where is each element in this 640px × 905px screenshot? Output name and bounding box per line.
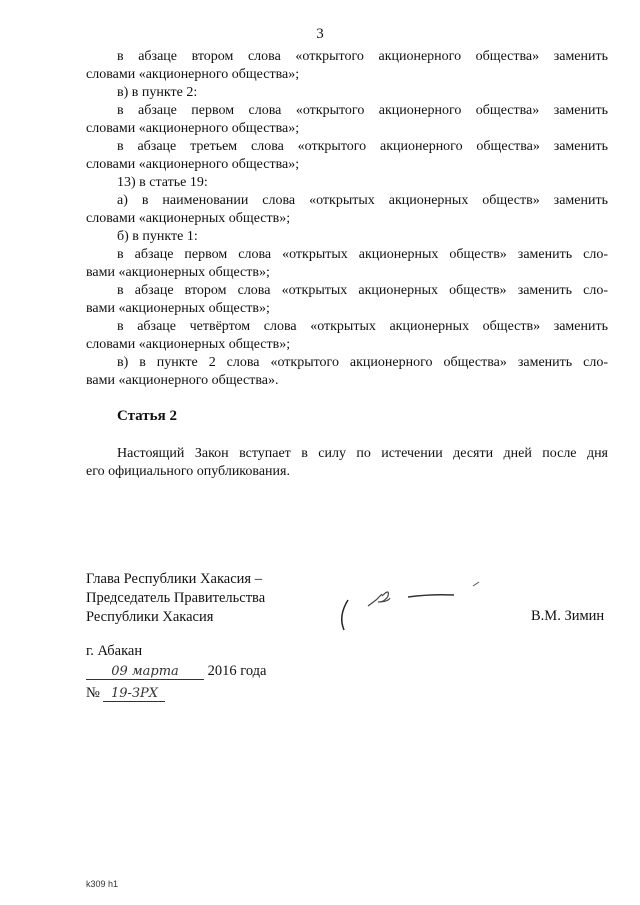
paragraph-line: вами «акционерных обществ»; (86, 301, 270, 316)
paragraph-line: в абзаце втором слова «открытых акционерных обществ» заменить сло- (117, 283, 608, 298)
paragraph-line: б) в пункте 1: (117, 229, 198, 244)
date-year: 2016 года (207, 663, 267, 679)
paragraph-line: словами «акционерного общества»; (86, 121, 300, 136)
signature-title-line: Республики Хакасия (86, 609, 214, 625)
paragraph-line: в абзаце третьем слова «открытого акционерного общества» заменить (117, 139, 608, 154)
paragraph-line: в абзаце четвёртом слова «открытых акционерных обществ» заменить (117, 319, 608, 334)
article-line: его официального опубликования. (86, 464, 290, 479)
article-body (86, 445, 608, 481)
handwritten-signature (330, 578, 490, 638)
handwritten-number: 19-ЗРХ (103, 686, 165, 702)
signature-title (86, 570, 265, 627)
paragraph-line: словами «акционерного общества»; (86, 157, 300, 172)
paragraph-line: в абзаце первом слова «открытых акционерных обществ» заменить сло- (117, 247, 608, 262)
signing-date (86, 663, 266, 680)
paragraph-line: 13) в статье 19: (117, 175, 208, 190)
paragraph-line: вами «акционерных обществ»; (86, 265, 270, 280)
paragraph-line: в абзаце втором слова «открытого акционерного общества» заменить (117, 49, 608, 64)
signature-title-line: Глава Республики Хакасия – (86, 571, 262, 587)
signature-title-line: Председатель Правительства (86, 590, 266, 606)
page-number: 3 (316, 26, 324, 42)
paragraph-line: в абзаце первом слова «открытого акционерного общества» заменить (117, 103, 608, 118)
paragraph-line: в) в пункте 2 слова «открытого акционерного общества» заменить сло- (117, 355, 608, 370)
paragraph-line: в) в пункте 2: (117, 85, 198, 100)
amendment-text (86, 48, 608, 390)
paragraph-line: словами «акционерного общества»; (86, 67, 300, 82)
paragraph-line: а) в наименовании слова «открытых акционерных обществ» заменить (117, 193, 608, 208)
signer-name: В.М. Зимин (531, 608, 605, 624)
place-of-signing: г. Абакан (86, 643, 143, 659)
paragraph-line: вами «акционерного общества». (86, 373, 279, 388)
paragraph-line: словами «акционерных обществ»; (86, 337, 291, 352)
number-sign: № (86, 685, 100, 701)
handwritten-date: 09 марта (86, 664, 204, 680)
law-number (86, 685, 165, 702)
article-line: Настоящий Закон вступает в силу по истечении десяти дней после дня (117, 446, 608, 461)
paragraph-line: словами «акционерных обществ»; (86, 211, 291, 226)
article-heading: Статья 2 (117, 408, 177, 424)
document-code: k309 h1 (86, 879, 119, 889)
